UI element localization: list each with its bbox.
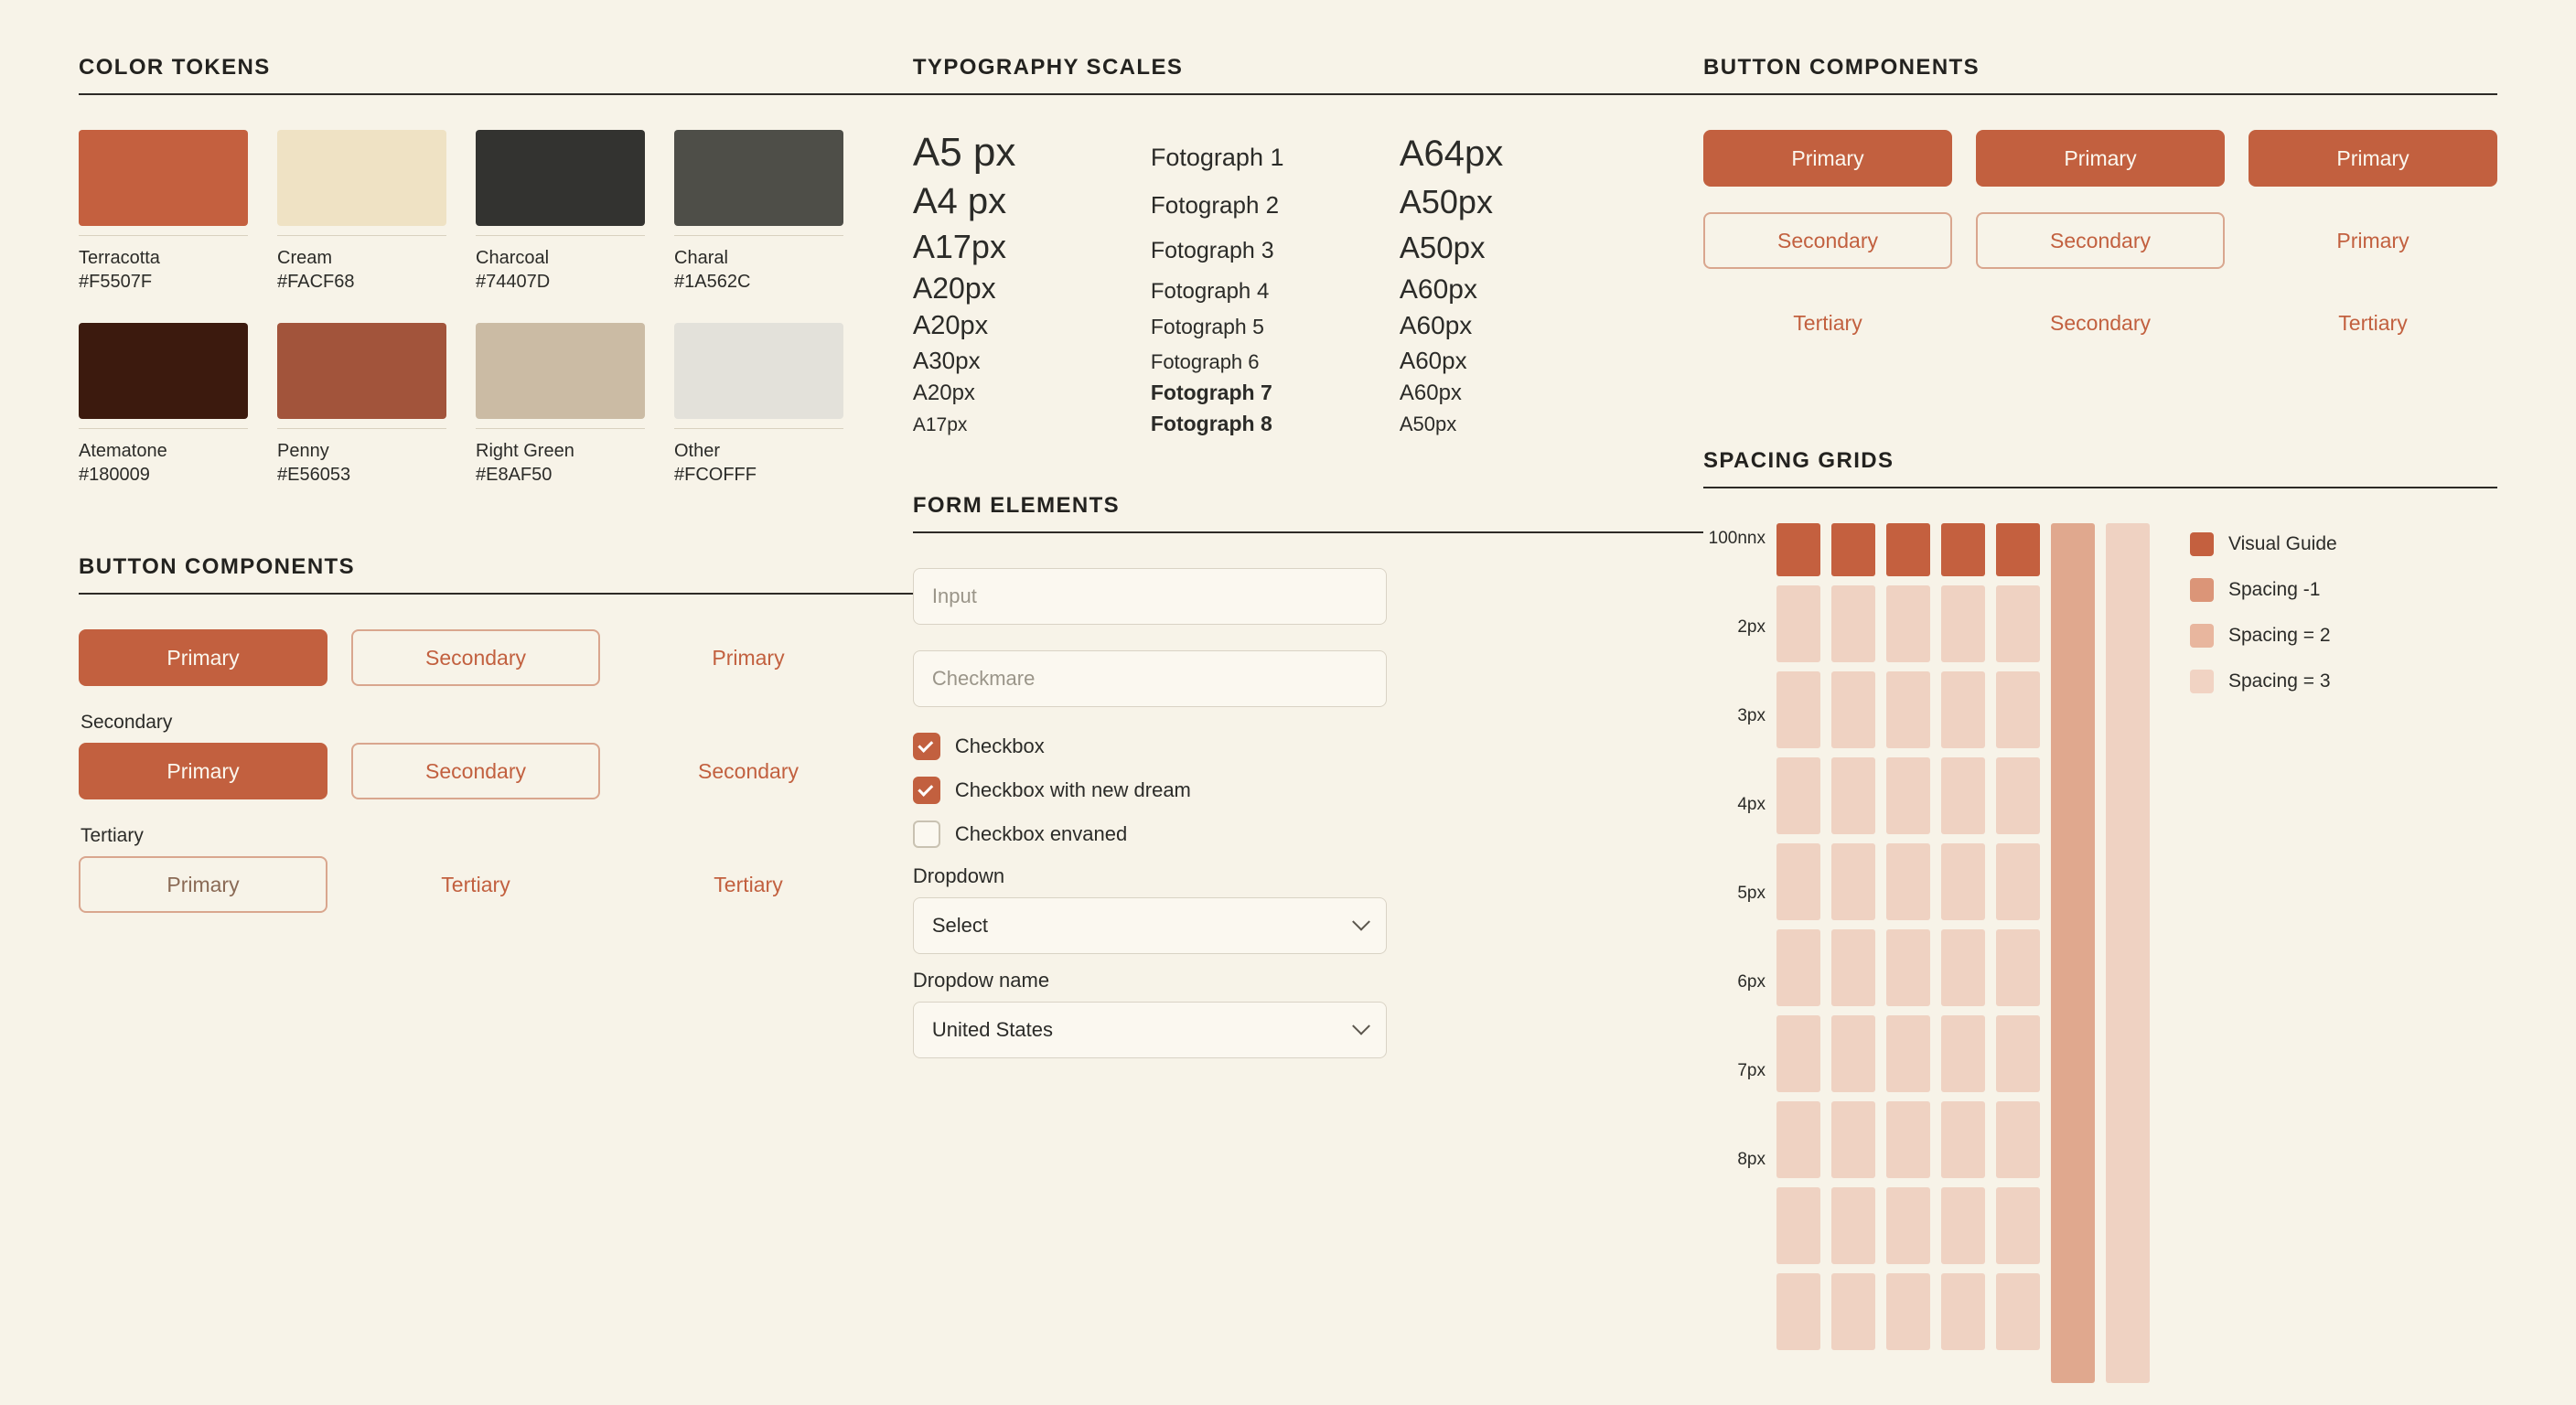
spacing-bar-cell (1831, 671, 1875, 748)
typography-row (913, 272, 1703, 306)
spacing-bar-cell (1886, 1273, 1930, 1350)
button-tertiary[interactable]: Tertiary (714, 872, 783, 896)
checkbox-label: Checkbox (954, 735, 1045, 757)
color-chip (79, 130, 248, 226)
spacing-bar-cell (1831, 585, 1875, 662)
spacing-bar-cell (1996, 843, 2040, 920)
spacing-bars (1776, 523, 2150, 1383)
checkbox-row[interactable] (913, 820, 1703, 848)
checkbox-row[interactable] (913, 733, 1703, 760)
type-sample-b: Fotograph 5 (1150, 315, 1264, 338)
spacing-scale-label: 5px (1737, 884, 1766, 903)
chevron-down-icon (1352, 1017, 1370, 1035)
spacing-bar-cell (1941, 1273, 1985, 1350)
spacing-bar-column (1886, 523, 1930, 1350)
spacing-bar-cell (1776, 757, 1820, 834)
color-swatch[interactable] (476, 130, 645, 294)
spacing-bar-cell (1996, 929, 2040, 1006)
type-sample-c: A60px (1399, 274, 1477, 305)
dropdown-country-select[interactable] (913, 1002, 1387, 1058)
divider (79, 593, 913, 595)
spacing-bar-column (2051, 523, 2095, 1383)
typography-row (913, 130, 1703, 176)
checkbox-input[interactable] (913, 777, 940, 804)
type-sample-a: A17px (912, 414, 968, 435)
color-hex: #FACF68 (277, 272, 355, 292)
spacing-bar-cell (1996, 585, 2040, 662)
spacing-bar-cell (1886, 1101, 1930, 1178)
button-tertiary[interactable]: Secondary (2050, 310, 2151, 335)
button-tertiary[interactable]: Tertiary (441, 872, 510, 896)
type-sample-a: A5 px (912, 130, 1016, 175)
spacing-bar-cell (1941, 757, 1985, 834)
type-sample-c: A60px (1399, 381, 1462, 405)
color-name: Atematone (79, 441, 167, 461)
spacing-bar-column (1941, 523, 1985, 1350)
button-row-1 (1703, 130, 2497, 187)
color-name: Charal (674, 248, 728, 268)
spacing-bar-cell (1886, 523, 1930, 576)
spacing-bar-cell (1831, 1015, 1875, 1092)
type-sample-c: A50px (1399, 183, 1493, 220)
button-ghost-outline[interactable]: Primary (79, 856, 327, 913)
type-sample-c: A60px (1399, 311, 1473, 339)
color-swatch[interactable] (674, 130, 843, 294)
button-secondary[interactable]: Secondary (351, 629, 600, 686)
color-meta (79, 428, 248, 487)
color-chip (277, 323, 446, 419)
color-hex: #F5507F (79, 272, 153, 292)
spacing-bar-cell (1776, 843, 1820, 920)
color-hex: #180009 (79, 465, 150, 485)
checkbox-input[interactable] (913, 820, 940, 848)
spacing-bar-cell (1886, 843, 1930, 920)
button-row-2 (79, 743, 913, 799)
spacing-bar-cell (1831, 843, 1875, 920)
swatch-grid-row-2 (79, 323, 913, 487)
button-row-2 (1703, 212, 2497, 269)
spacing-bar-cell (1776, 1101, 1820, 1178)
spacing-bar-cell (1996, 671, 2040, 748)
typography-row (913, 228, 1703, 266)
spacing-bar-cell (1941, 1187, 1985, 1264)
type-sample-c: A50px (1399, 231, 1486, 264)
type-sample-b: Fotograph 7 (1150, 381, 1272, 404)
color-hex: #74407D (476, 272, 551, 292)
spacing-bar-cell (1941, 929, 1985, 1006)
spacing-bar-cell (1831, 523, 1875, 576)
color-hex: #FCOFFF (674, 465, 757, 485)
spacing-bar-cell (1776, 929, 1820, 1006)
type-sample-a: A20px (912, 381, 975, 405)
type-sample-b: Fotograph 3 (1150, 238, 1274, 263)
button-primary[interactable]: Primary (79, 743, 327, 799)
color-swatch[interactable] (277, 323, 446, 487)
button-tertiary[interactable]: Primary (712, 645, 785, 670)
dropdown-value: Select (931, 914, 989, 937)
type-sample-c: A60px (1399, 347, 1467, 374)
button-secondary[interactable]: Secondary (1703, 212, 1952, 269)
spacing-bar-cell (1941, 523, 1985, 576)
button-row-3 (1703, 295, 2497, 351)
legend-row (2190, 578, 2337, 602)
button-tertiary[interactable]: Tertiary (2338, 310, 2408, 335)
legend-color-chip (2190, 578, 2214, 602)
checkbox-row[interactable] (913, 777, 1703, 804)
color-swatch[interactable] (79, 323, 248, 487)
checkbox-input[interactable] (913, 733, 940, 760)
legend-label: Spacing = 3 (2228, 670, 2331, 692)
legend-color-chip (2190, 532, 2214, 556)
input-field[interactable]: Input (913, 568, 1387, 625)
spacing-legend (2190, 523, 2337, 1383)
color-hex: #E8AF50 (476, 465, 553, 485)
button-components-section-left (79, 554, 913, 913)
legend-color-chip (2190, 670, 2214, 693)
color-tokens-section (79, 55, 913, 487)
spacing-bar-cell (1831, 1187, 1875, 1264)
spacing-scale-label: 6px (1737, 972, 1766, 992)
color-swatch[interactable] (277, 130, 446, 294)
typography-row (913, 412, 1703, 436)
color-swatch[interactable] (79, 130, 248, 294)
section-title-form-elements: FORM ELEMENTS (912, 493, 1121, 518)
section-title-typography: TYPOGRAPHY SCALES (912, 55, 1184, 80)
spacing-bar-cell (1776, 523, 1820, 576)
spacing-bar-cell (1776, 671, 1820, 748)
button-tertiary[interactable]: Primary (2336, 228, 2410, 252)
spacing-bar-cell (1831, 1101, 1875, 1178)
spacing-bar-cell (1941, 843, 1985, 920)
color-swatch[interactable] (674, 323, 843, 487)
color-hex: #1A562C (674, 272, 751, 292)
color-meta (277, 428, 446, 487)
color-chip (674, 323, 843, 419)
color-name: Penny (277, 441, 329, 461)
button-row-1 (79, 629, 913, 686)
button-components-section-right (1703, 55, 2497, 351)
chevron-down-icon (1352, 913, 1370, 931)
button-primary[interactable]: Primary (2249, 130, 2497, 187)
divider (1703, 487, 2497, 488)
dropdown-country-value: United States (931, 1018, 1053, 1041)
legend-label: Visual Guide (2228, 533, 2337, 554)
spacing-bar-cell (1776, 1015, 1820, 1092)
dropdown-select[interactable] (913, 897, 1387, 954)
spacing-bar-cell (1831, 757, 1875, 834)
legend-label: Spacing = 2 (2228, 625, 2331, 646)
spacing-bar-cell (1831, 1273, 1875, 1350)
spacing-grids-section (1703, 448, 2497, 1383)
button-secondary[interactable]: Secondary (1976, 212, 2225, 269)
button-primary[interactable]: Primary (1703, 130, 1952, 187)
type-sample-c: A64px (1399, 134, 1504, 174)
spacing-bar-cell (1776, 1273, 1820, 1350)
type-sample-a: A20px (912, 311, 989, 340)
button-row-3 (79, 856, 913, 913)
spacing-bar-cell (1941, 1015, 1985, 1092)
typography-row (913, 381, 1703, 406)
color-meta (79, 235, 248, 294)
type-sample-c: A50px (1399, 413, 1457, 435)
button-tertiary[interactable]: Tertiary (1793, 310, 1862, 335)
type-sample-a: A30px (912, 347, 981, 374)
legend-row (2190, 670, 2337, 693)
spacing-bar-cell (1886, 757, 1930, 834)
spacing-scale-label: 3px (1737, 706, 1766, 725)
divider (913, 531, 1703, 533)
swatch-grid-row-1 (79, 130, 913, 294)
spacing-bar-cell (1886, 1187, 1930, 1264)
type-sample-a: A20px (912, 272, 996, 305)
type-sample-a: A4 px (912, 181, 1007, 221)
checkmare-field[interactable]: Checkmare (913, 650, 1387, 707)
form-elements-section (913, 493, 1703, 1058)
checkbox-label: Checkbox with new dream (954, 778, 1191, 801)
type-sample-b: Fotograph 6 (1150, 350, 1260, 373)
column-typography-and-form (913, 55, 1703, 1383)
column-buttons-and-spacing (1703, 55, 2497, 1383)
color-name: Other (674, 441, 721, 461)
spacing-bar-cell (1996, 1187, 2040, 1264)
spacing-scale-label: 7px (1737, 1061, 1766, 1080)
button-group-label-tertiary: Tertiary (80, 825, 144, 846)
color-chip (79, 323, 248, 419)
spacing-bar-cell (1996, 523, 2040, 576)
legend-label: Spacing -1 (2228, 579, 2321, 600)
spacing-bar-cell (1886, 1015, 1930, 1092)
spacing-scale-label: 2px (1737, 617, 1766, 637)
checkbox-list (913, 733, 1703, 848)
spacing-bar-cell (1886, 929, 1930, 1006)
type-sample-b: Fotograph 4 (1150, 279, 1270, 304)
section-title-color-tokens: COLOR TOKENS (79, 55, 271, 80)
color-meta (476, 235, 645, 294)
spacing-bar-cell (1886, 671, 1930, 748)
type-sample-b: Fotograph 1 (1150, 144, 1284, 171)
checkbox-label: Checkbox envaned (954, 822, 1128, 845)
spacing-bar-cell (1776, 1187, 1820, 1264)
color-swatch[interactable] (476, 323, 645, 487)
legend-row (2190, 532, 2337, 556)
color-chip (476, 323, 645, 419)
typography-row (913, 181, 1703, 222)
type-sample-b: Fotograph 2 (1150, 191, 1280, 219)
color-name: Charcoal (476, 248, 550, 268)
spacing-bar-cell (1941, 1101, 1985, 1178)
legend-row (2190, 624, 2337, 648)
color-chip (476, 130, 645, 226)
spacing-bar-cell (1831, 929, 1875, 1006)
color-meta (674, 428, 843, 487)
spacing-bar-cell (1996, 1101, 2040, 1178)
spacing-scale-label: 4px (1737, 795, 1766, 814)
divider (913, 93, 1703, 95)
spacing-bar-cell (1996, 1273, 2040, 1350)
section-title-button-components-left: BUTTON COMPONENTS (79, 554, 356, 579)
column-color-and-buttons (79, 55, 913, 1383)
typography-row (913, 347, 1703, 375)
button-group-label-secondary: Secondary (80, 712, 173, 733)
spacing-scale-labels (1703, 523, 1776, 1383)
type-sample-b: Fotograph 8 (1150, 412, 1272, 435)
spacing-bar-cell (1996, 757, 2040, 834)
color-name: Terracotta (79, 248, 160, 268)
type-sample-a: A17px (912, 228, 1006, 265)
dropdown-name-label: Dropdow name (912, 969, 1050, 992)
button-secondary[interactable]: Secondary (351, 743, 600, 799)
button-tertiary[interactable]: Secondary (698, 758, 799, 783)
color-name: Right Green (476, 441, 574, 461)
color-meta (674, 235, 843, 294)
divider (1703, 93, 2497, 95)
color-hex: #E56053 (277, 465, 351, 485)
section-title-spacing-grids: SPACING GRIDS (1703, 448, 1894, 473)
spacing-bar-cell (1996, 1015, 2040, 1092)
color-meta (277, 235, 446, 294)
color-meta (476, 428, 645, 487)
spacing-bar-cell (2106, 523, 2150, 1383)
spacing-bar-column (2106, 523, 2150, 1383)
spacing-bar-cell (1941, 671, 1985, 748)
spacing-bar-column (1776, 523, 1820, 1350)
spacing-bar-cell (2051, 523, 2095, 1383)
divider (79, 93, 913, 95)
typography-table (913, 130, 1703, 436)
color-name: Cream (277, 248, 333, 268)
section-title-button-components-right: BUTTON COMPONENTS (1703, 55, 1980, 80)
button-primary[interactable]: Primary (79, 629, 327, 686)
typography-section (913, 55, 1703, 436)
spacing-bar-cell (1886, 585, 1930, 662)
spacing-scale-label: 100nnx (1708, 529, 1766, 548)
legend-color-chip (2190, 624, 2214, 648)
color-chip (277, 130, 446, 226)
typography-row (913, 311, 1703, 341)
spacing-bar-cell (1776, 585, 1820, 662)
spacing-bar-column (1996, 523, 2040, 1350)
spacing-bar-column (1831, 523, 1875, 1350)
dropdown-label: Dropdown (912, 864, 1005, 887)
button-primary[interactable]: Primary (1976, 130, 2225, 187)
spacing-scale-label: 8px (1737, 1150, 1766, 1169)
spacing-bar-cell (1941, 585, 1985, 662)
color-chip (674, 130, 843, 226)
